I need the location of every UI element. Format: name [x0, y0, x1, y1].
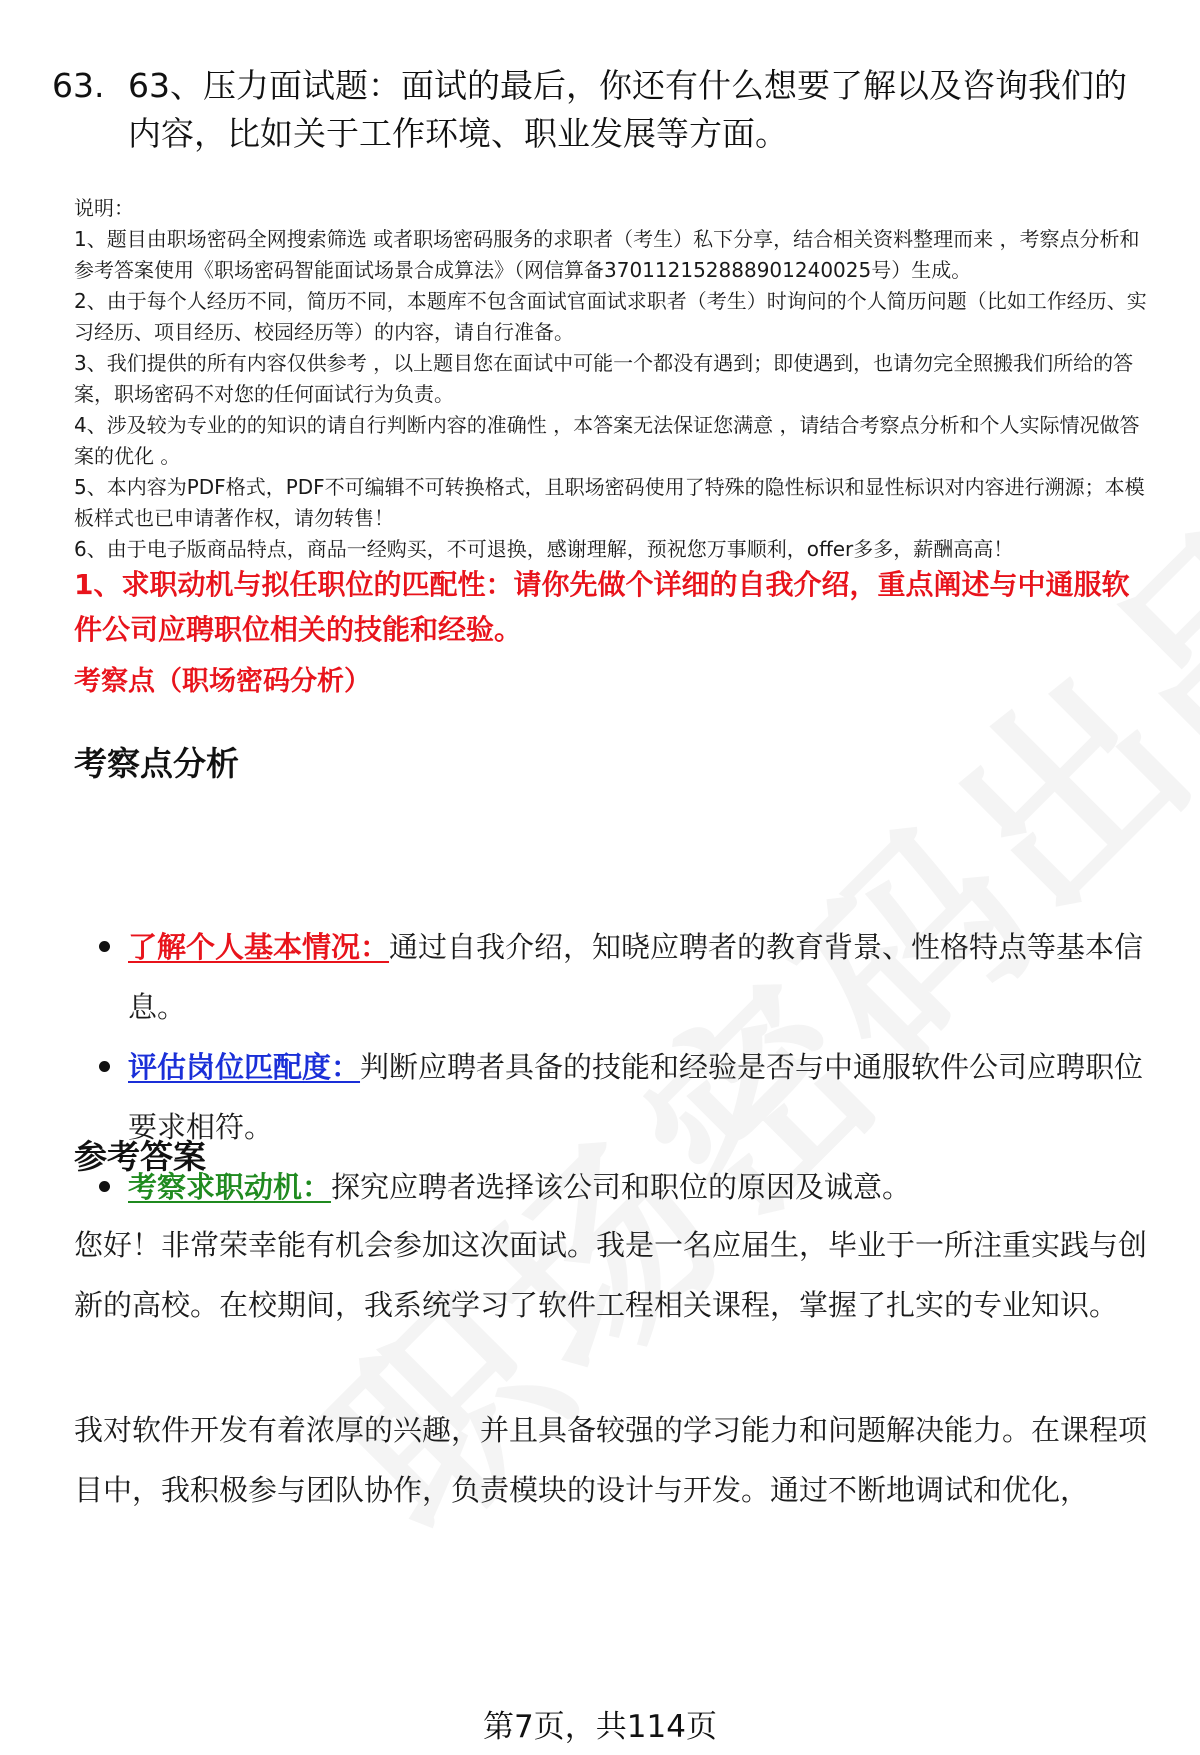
- sub-question: 1、求职动机与拟任职位的匹配性：请你先做个详细的自我介绍，重点阐述与中通服软件公司应聘职位相关的技能和经验。: [74, 568, 1130, 646]
- note-item: 5、本内容为PDF格式，PDF不可编辑不可转换格式，且职场密码使用了特殊的隐性标识和显性标识对内容进行溯源；本模板样式也已申请著作权，请勿转售！: [74, 475, 1145, 530]
- analysis-item-label: 了解个人基本情况：: [128, 930, 390, 964]
- question-number: 63.: [52, 66, 105, 105]
- note-item: 2、由于每个人经历不同，简历不同，本题库不包含面试官面试求职者（考生）时询问的个人简历问题（比如工作经历、实习经历、项目经历、校园经历等）的内容，请自行准备。: [74, 289, 1147, 344]
- analysis-item-label: 评估岗位匹配度：: [128, 1050, 361, 1084]
- analysis-item-text: 探究应聘者选择该公司和职位的原因及诚意。: [331, 1170, 912, 1204]
- analysis-item-text: 判断应聘者具备的技能和经验是否与中通服软件公司应聘职位要求相符。: [128, 1050, 1144, 1144]
- answer-paragraph: 您好！非常荣幸能有机会参加这次面试。我是一名应届生，毕业于一所注重实践与创新的高校。在校期间，我系统学习了软件工程相关课程，掌握了扎实的专业知识。: [74, 1228, 1148, 1322]
- analysis-item: [74, 917, 1154, 1037]
- note-item: 3、我们提供的所有内容仅供参考 ，以上题目您在面试中可能一个都没有遇到；即使遇到，也请勿完全照搬我们所给的答案，职场密码不对您的任何面试行为负责。: [74, 351, 1134, 406]
- kcd-label: 考察点（职场密码分析）: [74, 666, 371, 697]
- note-item: 1、题目由职场密码全网搜索筛选 或者职场密码服务的求职者（考生）私下分享，结合相关资料整理而来 ，考察点分析和参考答案使用《职场密码智能面试场景合成算法》（网信算备370112152888901240025号）生成。: [74, 227, 1140, 282]
- bullet-icon: [99, 1181, 110, 1192]
- question-title: [52, 62, 1152, 158]
- analysis-item: [74, 1037, 1154, 1157]
- analysis-item-label: 考察求职动机：: [128, 1170, 332, 1204]
- note-item: 6、由于电子版商品特点，商品一经购买，不可退换，感谢理解，预祝您万事顺利，offer多多，薪酬高高！: [74, 537, 1014, 561]
- question-text: 63、压力面试题：面试的最后，你还有什么想要了解以及咨询我们的内容，比如关于工作环境、职业发展等方面。: [128, 66, 1127, 153]
- notes-section: [74, 193, 1154, 565]
- answer-heading: 参考答案: [74, 1137, 206, 1176]
- analysis-item-text: 通过自我介绍，知晓应聘者的教育背景、性格特点等基本信息。: [128, 930, 1144, 1024]
- bullet-icon: [99, 941, 110, 952]
- bullet-icon: [99, 1061, 110, 1072]
- page-footer: 第7页，共114页: [483, 1709, 717, 1745]
- analysis-heading: 考察点分析: [74, 744, 239, 783]
- notes-heading: 说明：: [74, 196, 134, 220]
- analysis-list: [74, 917, 1154, 1217]
- note-item: 4、涉及较为专业的的知识的请自行判断内容的准确性 ，本答案无法保证您满意 ，请结合考察点分析和个人实际情况做答案的优化 。: [74, 413, 1140, 468]
- analysis-item: [74, 1157, 1154, 1217]
- answer-paragraph: 我对软件开发有着浓厚的兴趣，并且具备较强的学习能力和问题解决能力。在课程项目中，我积极参与团队协作，负责模块的设计与开发。通过不断地调试和优化，: [74, 1413, 1148, 1507]
